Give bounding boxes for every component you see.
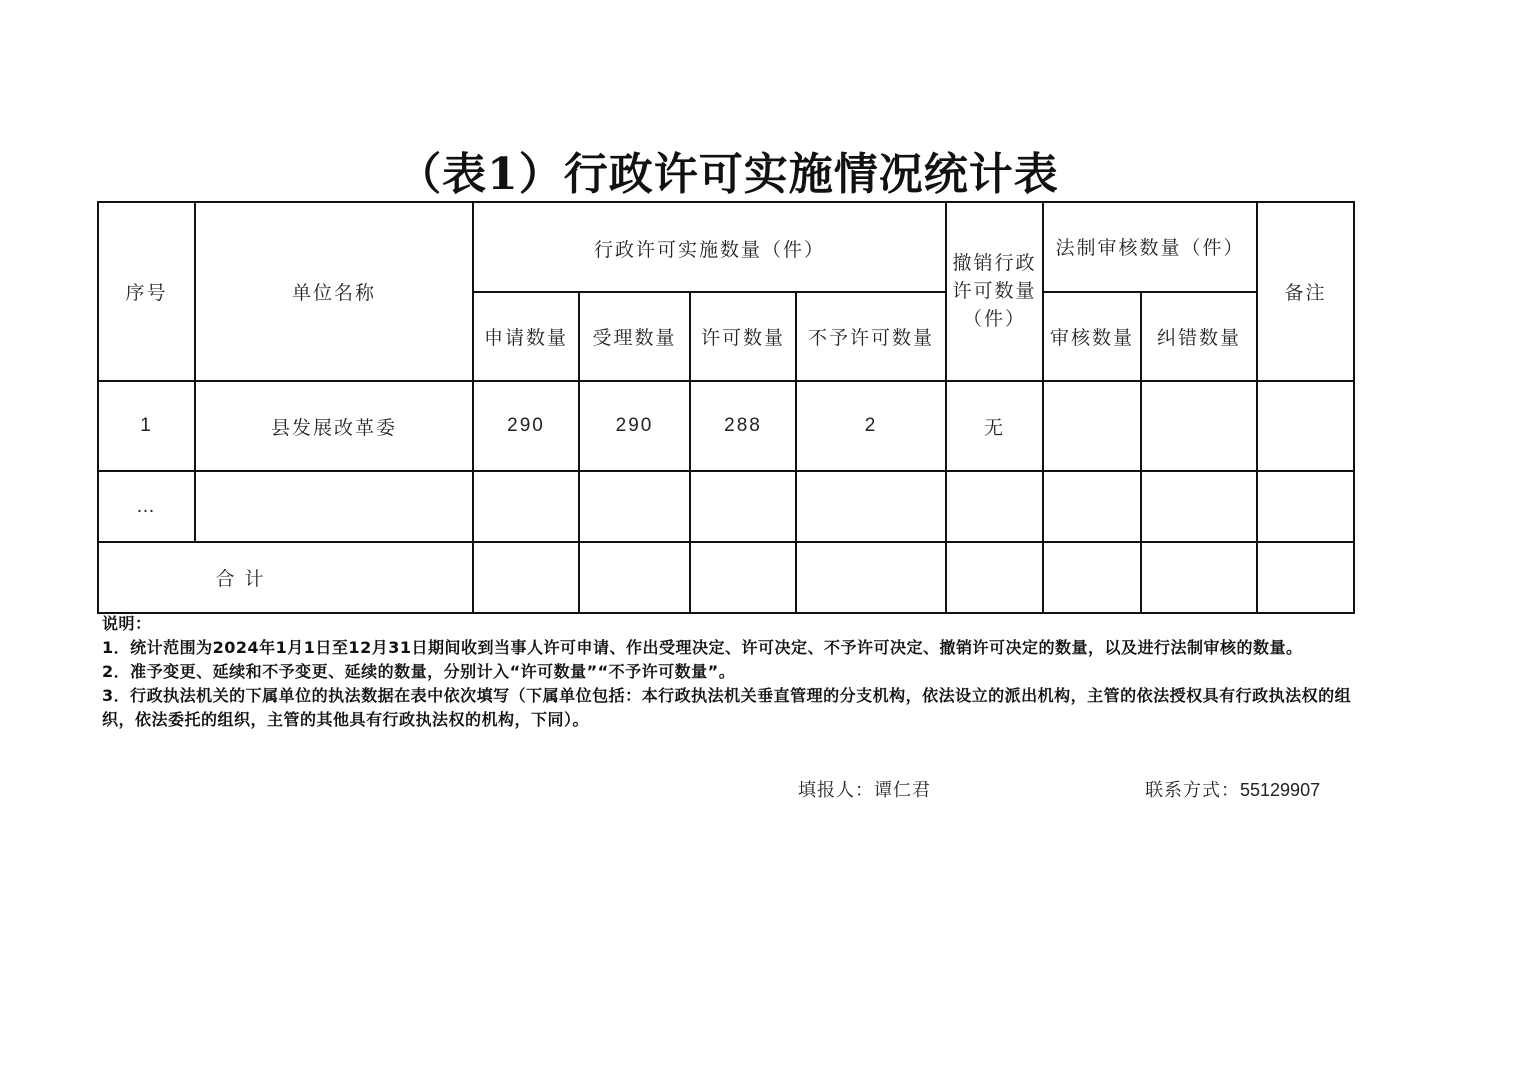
header-permit: 许可数量 [690, 292, 796, 381]
filler-label: 填报人：谭仁君 [798, 780, 931, 801]
header-accept: 受理数量 [579, 292, 690, 381]
total-deny [796, 542, 946, 613]
cell-accept: 290 [579, 381, 690, 471]
cell-remark [1257, 471, 1354, 542]
header-legal-group: 法制审核数量（件） [1043, 202, 1257, 292]
cell-apply: 290 [473, 381, 579, 471]
table-row [98, 471, 1354, 542]
cell-review [1043, 381, 1141, 471]
note-item-2: 2．准予变更、延续和不予变更、延续的数量，分别计入“许可数量”“不予许可数量”。 [102, 662, 736, 681]
cell-correct [1141, 471, 1257, 542]
cell-seq: 1 [98, 381, 195, 471]
cell-revoke [946, 471, 1043, 542]
table-row [98, 381, 1354, 471]
header-remark: 备注 [1257, 202, 1354, 381]
total-review [1043, 542, 1141, 613]
contact-value: 55129907 [1240, 780, 1321, 800]
total-permit [690, 542, 796, 613]
header-revoke [946, 202, 1043, 381]
header-review: 审核数量 [1043, 292, 1141, 381]
cell-correct [1141, 381, 1257, 471]
note-item-1: 1．统计范围为2024年1月1日至12月31日期间收到当事人许可申请、作出受理决定、许可决定、不予许可决定、撤销许可决定的数量，以及进行法制审核的数量。 [102, 638, 1303, 657]
header-revoke-line1: 撤销行政 [952, 252, 1037, 274]
header-correct: 纠错数量 [1141, 292, 1257, 381]
cell-revoke: 无 [946, 381, 1043, 471]
total-revoke [946, 542, 1043, 613]
header-deny: 不予许可数量 [796, 292, 946, 381]
cell-accept [579, 471, 690, 542]
header-impl-group: 行政许可实施数量（件） [473, 202, 946, 292]
cell-review [1043, 471, 1141, 542]
cell-permit [690, 471, 796, 542]
total-apply [473, 542, 579, 613]
total-row [98, 542, 1354, 613]
cell-unit-name: 县发展改革委 [195, 381, 473, 471]
notes-heading: 说明： [102, 614, 152, 633]
cell-deny: 2 [796, 381, 946, 471]
total-accept [579, 542, 690, 613]
header-apply: 申请数量 [473, 292, 579, 381]
header-seq: 序号 [98, 202, 195, 381]
contact-label: 联系方式： [1145, 780, 1240, 801]
statistics-table [97, 201, 1355, 614]
header-unit-name: 单位名称 [195, 202, 473, 381]
cell-deny [796, 471, 946, 542]
total-label: 合 计 [98, 542, 473, 613]
cell-seq: … [98, 471, 195, 542]
header-revoke-line2: 许可数量 [952, 280, 1037, 302]
total-remark [1257, 542, 1354, 613]
note-item-3: 3．行政执法机关的下属单位的执法数据在表中依次填写（下属单位包括：本行政执法机关垂直管理的分支机构，依法设立的派出机构，主管的依法授权具有行政执法权的组织，依法委托的组织，主管的其他具有行政执法权的机构，下同）。 [102, 686, 1352, 729]
cell-remark [1257, 381, 1354, 471]
page-title: （表1）行政许可实施情况统计表 [397, 149, 1059, 200]
cell-permit: 288 [690, 381, 796, 471]
notes-section [102, 612, 1352, 732]
cell-unit-name [195, 471, 473, 542]
contact-info [1145, 776, 1320, 802]
total-correct [1141, 542, 1257, 613]
header-revoke-line3: （件） [962, 308, 1026, 330]
cell-apply [473, 471, 579, 542]
